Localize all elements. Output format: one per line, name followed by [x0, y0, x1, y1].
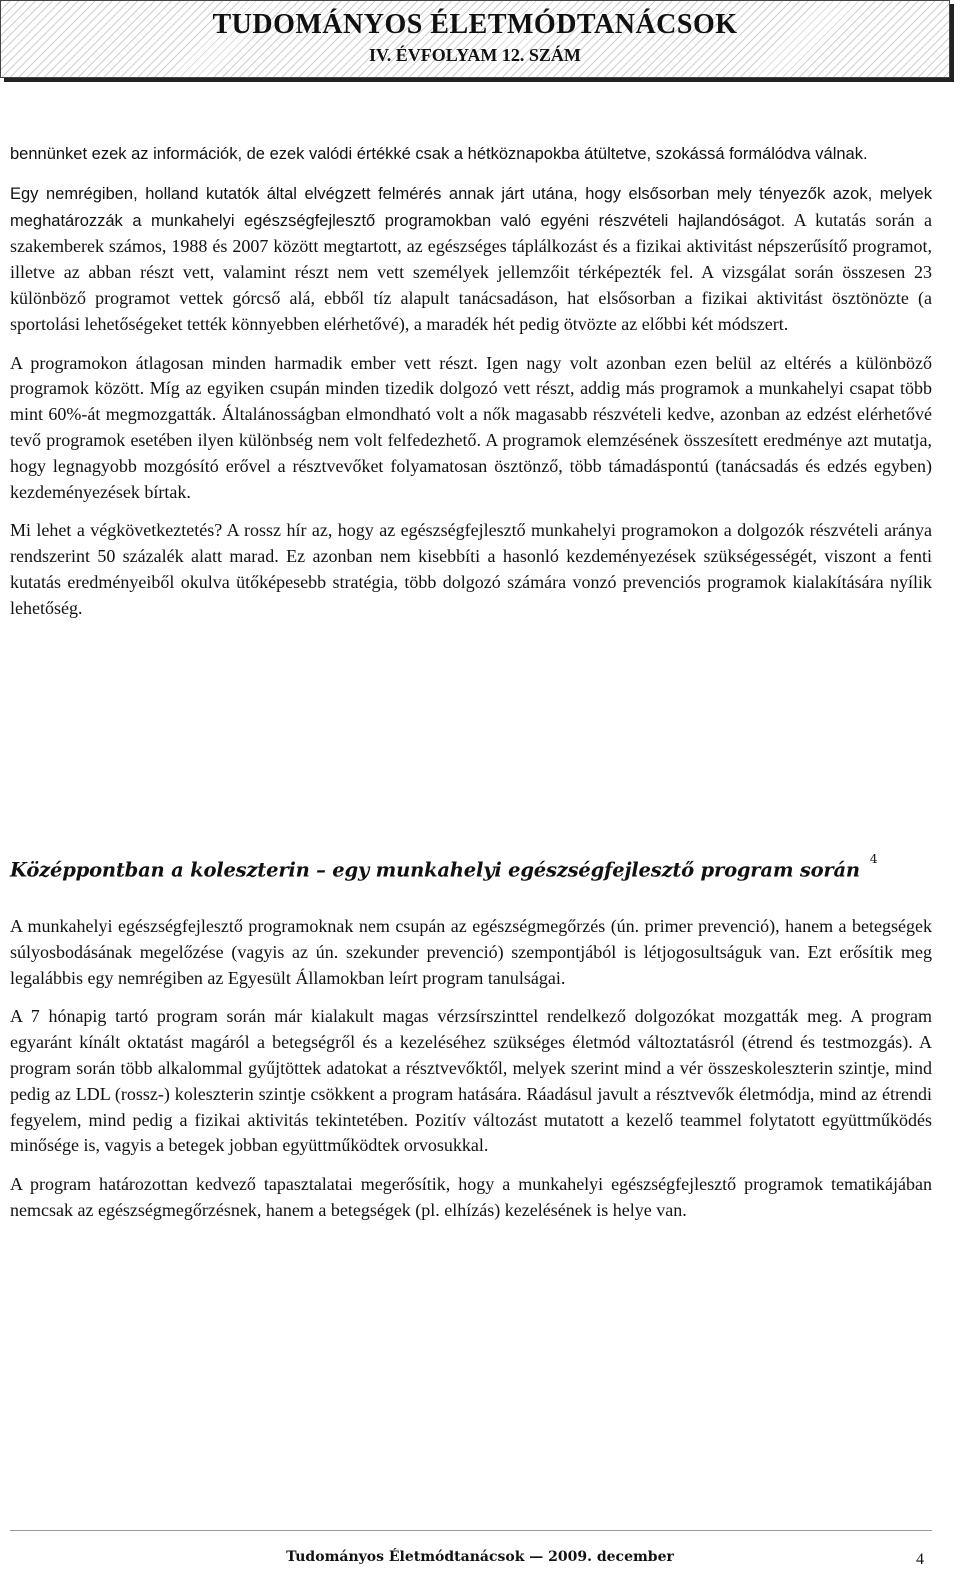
paragraph-continuation: bennünket ezek az információk, de ezek valódi értékké csak a hétköznapokba átültetve, szokássá formálódva válnak.: [10, 145, 868, 163]
section-heading-text: Középpontban a koleszterin – egy munkahelyi egészségfejlesztő program során: [10, 858, 860, 882]
page-header-banner: [0, 0, 950, 78]
paragraph-program-summary: A program határozottan kedvező tapasztalatai megerősítik, hogy a munkahelyi egészségfejlesztő programok tematikájában nemcsak az egészségmegőrzésnek, hanem a betegségek (pl. elhízás) kezelésének is helye van.: [10, 1174, 932, 1220]
footer-publication: Tudományos Életmódtanácsok — 2009. december: [286, 1549, 674, 1565]
paragraph-conclusion: Mi lehet a végkövetkeztetés? A rossz hír az, hogy az egészségfejlesztő munkahelyi programokon a dolgozók részvételi aránya rendszerint 50 százalék alatt marad. Ez azonban nem kisebbíti a hasonló kezdeményezések szükségességét, viszont a fenti kutatás eredményeiből okulva ütőképesebb stratégia, több dolgozó számára vonzó prevenciós programok kialakítására nyílik lehetőség.: [10, 520, 932, 618]
page-number: 4: [916, 1551, 924, 1568]
article-body: [10, 142, 932, 635]
footer-divider: [10, 1530, 932, 1531]
section-body: [10, 914, 932, 1237]
paragraph-prevention: A munkahelyi egészségfejlesztő programoknak nem csupán az egészségmegőrzés (ún. primer prevenció), hanem a betegségek súlyosbodásának megelőzése (vagyis az ún. szekunder prevenció) szempontjából is létjogosultságuk van. Ezt erősítik meg legalábbis egy nemrégiben az Egyesült Államokban leírt program tanulságai.: [10, 916, 932, 988]
paragraph-dutch-study-detail: A kutatás során a szakemberek számos, 1988 és 2007 között megtartott, az egészséges táplálkozást és a fizikai aktivitást népszerűsítő programot, illetve az abban részt vett, valamint részt nem vett személyek jellemzőit térképezték fel. A vizsgálat során összesen 23 különböző programot vettek górcső alá, ebből tíz alapult tanácsadáson, hat elsősorban a fizikai aktivitást ösztönözte (a sportolási lehetőségeket tették könnyebben elérhetővé), a maradék hét pedig ötvözte az előbbi két módszert.: [10, 209, 932, 334]
paragraph-dutch-study-intro: Egy nemrégiben, holland kutatók által elvégzett felmérés annak járt utána, hogy elsősorban mely tényezők azok, melyek meghatározzák a munkahelyi egészségfejlesztő programokban való egyéni részvételi hajlandóságot.: [10, 184, 932, 230]
section-heading: [10, 852, 932, 882]
journal-title: TUDOMÁNYOS ÉLETMÓDTANÁCSOK: [212, 9, 738, 40]
footnote-marker: 4: [869, 852, 878, 866]
paragraph-participation: A programokon átlagosan minden harmadik ember vett részt. Igen nagy volt azonban ezen belül az eltérés a különböző programok között. Míg az egyiken csupán minden tizedik dolgozó vett részt, addig más programok a munkahelyi csapat több mint 60%-át megmozgatták. Általánosságban elmondható volt a nők magasabb részvételi kedve, azonban az edzést elérhetővé tevő programok esetében ilyen különbség nem volt felfedezhető. A programok elemzésének összesített eredménye azt mutatja, hogy legnagyobb mozgósító erővel a résztvevőket folyamatosan ösztönző, több támadáspontú (tanácsadás és edzés egyben) kezdeményezések bírtak.: [10, 352, 932, 502]
paragraph-program-details: A 7 hónapig tartó program során már kialakult magas vérzsírszinttel rendelkező dolgozókat mozgatták meg. A program egyaránt kínált oktatást magáról a betegségről és a kezeléséhez szükséges életmód változtatásról (étrend és testmozgás). A program során több alkalommal gyűjtöttek adatokat a résztvevőktől, melyek szerint mind a vér összeskoleszterin szintje, mind pedig az LDL (rossz-) koleszterin szintje csökkent a program hatására. Ráadásul javult a résztvevők életmódja, mind az étrendi fegyelem, mind pedig a fizikai aktivitás tekintetében. Pozitív változást mutatott a kezelő teammel folytatott együttműködés minősége is, vagyis a betegek jobban együttműködtek orvosukkal.: [10, 1006, 932, 1156]
paragraph-dutch-study: [10, 181, 932, 338]
issue-label: IV. ÉVFOLYAM 12. SZÁM: [369, 45, 581, 65]
